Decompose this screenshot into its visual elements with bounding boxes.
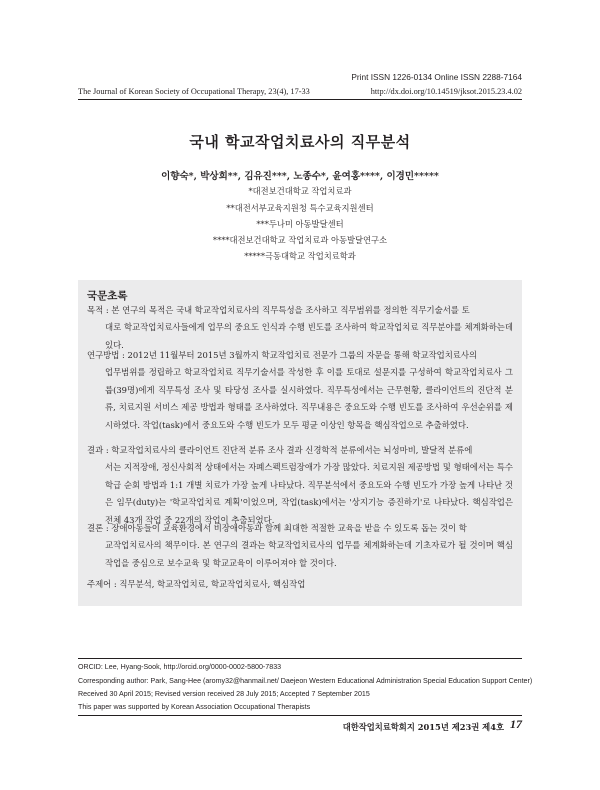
doi-link[interactable]: http://dx.doi.org/10.14519/jksot.2015.23.4.02 <box>370 87 522 96</box>
affiliation: **대전서부교육지원청 특수교육지원센터 <box>226 203 374 213</box>
results-text: 서는 지적장애, 정신사회적 상태에서는 자폐스펙트럼장애가 가장 많았다. 치료지원 제공방법 및 형태에서는 특수학급 순회 방법과 1:1 개별 치료가 가장 높게 나타났다. 직무분석에서 중요도와 수행 빈도가 가장 높게 나타난 것은 임무(duty)는 '학교작업치료 계획'이었으며, 작업(task)에서는 '상지기능 증진하기'로 나타났다. 핵심작업은 전체 43개 작업 중 22개의 작업이 추출되었다. <box>105 462 513 525</box>
paper-title: 국내 학교작업치료사의 직무분석 <box>189 133 411 151</box>
purpose-text: 대로 학교작업치료사들에게 업무의 중요도 인식과 수행 빈도를 조사하여 학교작업치료 직무분야를 체계화하는데 있다. <box>105 322 513 350</box>
conclusion-first-line: 장애아동들이 교육환경에서 비장애아동과 함께 최대한 적절한 교육을 받을 수 있도록 돕는 것이 학 <box>108 523 467 533</box>
results-label: 결과 : <box>87 445 109 455</box>
results-first-line: 학교작업치료사의 클라이언트 진단적 분류 조사 결과 신경학적 분류에서는 뇌성마비, 발달적 분류에 <box>108 445 473 455</box>
footer-journal-issue: 대한작업치료학회지 2015년 제23권 제4호 <box>342 722 504 732</box>
purpose-first-line: 본 연구의 목적은 국내 학교작업치료사의 직무특성을 조사하고 직무범위를 정의한 직무기술서를 토 <box>108 305 470 315</box>
header-rule <box>78 99 522 100</box>
page-number: 17 <box>510 717 522 731</box>
purpose-label: 목적 : <box>87 305 109 315</box>
footnote-rule <box>78 658 522 659</box>
journal-citation: The Journal of Korean Society of Occupational Therapy, 23(4), 17-33 <box>78 87 310 96</box>
affiliation: *****극동대학교 작업치료학과 <box>244 251 356 261</box>
affiliation: ****대전보건대학교 작업치료과 아동발달연구소 <box>212 235 388 245</box>
methods-label: 연구방법 : <box>87 350 125 360</box>
footnote-received: Received 30 April 2015; Revised version received 28 July 2015; Accepted 7 September 2015 <box>78 690 370 698</box>
abstract-conclusion <box>87 520 513 572</box>
abstract-methods <box>87 347 513 434</box>
affiliation: ***두나미 아동발달센터 <box>256 219 344 229</box>
author-list: 이향숙*, 박상희**, 김유진***, 노종수*, 윤여홍****, 이경민***** <box>161 171 439 182</box>
footnote-corresponding-author: Corresponding author: Park, Sang-Hee (aromy32@hanmail.net/ Daejeon Western Educational Administration Special Education Support Center) <box>78 677 533 685</box>
affiliation: *대전보건대학교 작업치료과 <box>248 186 352 196</box>
abstract-results <box>87 442 513 529</box>
footer-rule <box>78 715 522 716</box>
methods-first-line: 2012년 11월부터 2015년 3월까지 학교작업치료 전문가 그룹의 자문을 통해 학교작업치료사의 <box>124 350 478 360</box>
keywords: 주제어 : 직무분석, 학교작업치료, 학교작업치료사, 핵심작업 <box>87 579 306 589</box>
abstract-heading: 국문초록 <box>87 290 128 302</box>
methods-text: 업무범위를 정립하고 학교작업치료 직무기술서를 작성한 후 이를 토대로 설문지를 구성하여 학교작업치료사 그룹(39명)에게 직무특성 조사 및 타당성 조사를 실시하였다. 직무특성에서는 근무현황, 클라이언트의 진단적 분류, 치료지원 서비스 제공 방법과 형태를 조사하였다. 직무내용은 중요도와 수행 빈도를 조사하여 우선순위를 제시하였다. 작업(task)에서 중요도와 수행 빈도가 모두 평균 이상인 항목을 핵심작업으로 추출하였다. <box>105 367 513 430</box>
issn-line: Print ISSN 1226-0134 Online ISSN 2288-7164 <box>351 72 522 82</box>
conclusion-label: 결론 : <box>87 523 109 533</box>
footnote-funding: This paper was supported by Korean Association Occupational Therapists <box>78 703 311 711</box>
conclusion-text: 교작업치료사의 책무이다. 본 연구의 결과는 학교작업치료사의 업무를 체계화하는데 기초자료가 될 것이며 핵심작업을 중심으로 보수교육 및 학교교육이 이루어져야 할 것이다. <box>105 540 513 568</box>
footnote-orcid: ORCID: Lee, Hyang-Sook, http://orcid.org/0000-0002-5800-7833 <box>78 663 282 671</box>
